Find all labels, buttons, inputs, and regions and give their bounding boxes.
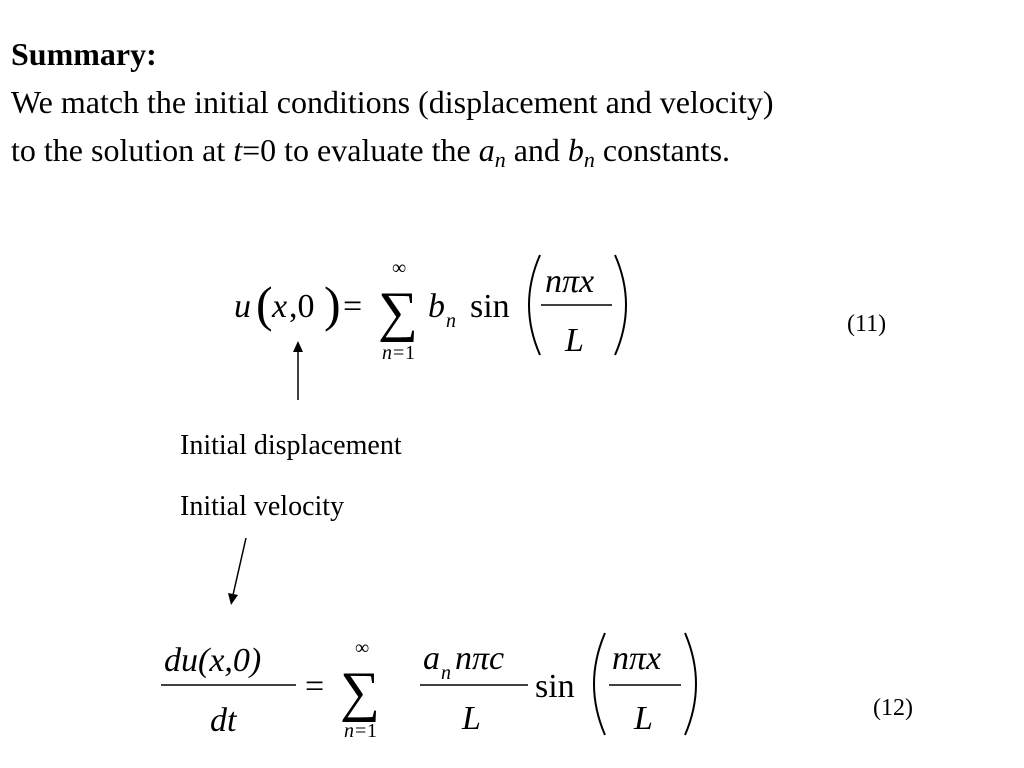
eq12-coef-denom: L bbox=[462, 700, 481, 737]
eq11-sum: ∑ bbox=[378, 281, 418, 343]
eq12-lhs-denom: dt bbox=[210, 702, 237, 739]
eq11-denom: L bbox=[565, 322, 584, 359]
summary-line-2-pre: to the solution at bbox=[11, 132, 234, 168]
eq12-numer: nπx bbox=[612, 640, 662, 677]
summary-line-1: We match the initial conditions (displacement and velocity) bbox=[11, 84, 774, 120]
eq12-lower-1: 1 bbox=[367, 720, 377, 742]
eq12-equals: = bbox=[305, 668, 325, 705]
var-t: t bbox=[233, 132, 243, 168]
eq12-upper: ∞ bbox=[355, 637, 370, 659]
initial-velocity-label: Initial velocity bbox=[180, 491, 345, 522]
summary-and: and bbox=[505, 132, 568, 168]
eq12-big-lparen bbox=[594, 633, 605, 735]
summary-heading: Summary: bbox=[11, 36, 157, 72]
eq11-rparen: ) bbox=[324, 276, 341, 332]
eq12-lower-n: n bbox=[344, 720, 354, 742]
equation-12-number: (12) bbox=[873, 695, 913, 721]
eq11-lower-eq: = bbox=[393, 342, 405, 364]
eq11-x: x bbox=[272, 288, 288, 325]
eq11-b-sub: n bbox=[446, 310, 456, 332]
var-a: a bbox=[478, 132, 495, 168]
eq11-u: u bbox=[234, 288, 251, 325]
equation-11-number: (11) bbox=[847, 311, 887, 337]
eq11-lower-1: 1 bbox=[405, 342, 415, 364]
eq12-coef-a-sub: n bbox=[441, 662, 451, 684]
eq11-upper: ∞ bbox=[392, 257, 407, 279]
eq12-coef-rest: nπc bbox=[455, 640, 505, 677]
eq11-lower-n: n bbox=[382, 342, 392, 364]
var-b-sub: n bbox=[583, 147, 595, 172]
eq11-numer: nπx bbox=[545, 263, 595, 300]
eq11-lparen: ( bbox=[256, 276, 273, 332]
eq12-big-rparen bbox=[685, 633, 696, 735]
eq11-comma0: ,0 bbox=[289, 288, 315, 325]
eq12-lhs-numer: du(x,0) bbox=[164, 642, 262, 679]
eq11-equals: = bbox=[343, 288, 363, 325]
eq11-sin: sin bbox=[470, 288, 510, 325]
eq11-b: b bbox=[428, 288, 445, 325]
eq12-coef-a: a bbox=[423, 640, 440, 677]
summary-line-2-post: constants. bbox=[594, 132, 731, 168]
eq12-lower-eq: = bbox=[355, 720, 367, 742]
var-a-sub: n bbox=[494, 147, 506, 172]
var-b: b bbox=[567, 132, 584, 168]
initial-displacement-label: Initial displacement bbox=[180, 430, 402, 461]
eq12-sum: ∑ bbox=[340, 661, 380, 723]
eq12-sin: sin bbox=[535, 668, 575, 705]
eq12-denom: L bbox=[634, 700, 653, 737]
summary-line-2-eq: =0 to evaluate the bbox=[242, 132, 479, 168]
